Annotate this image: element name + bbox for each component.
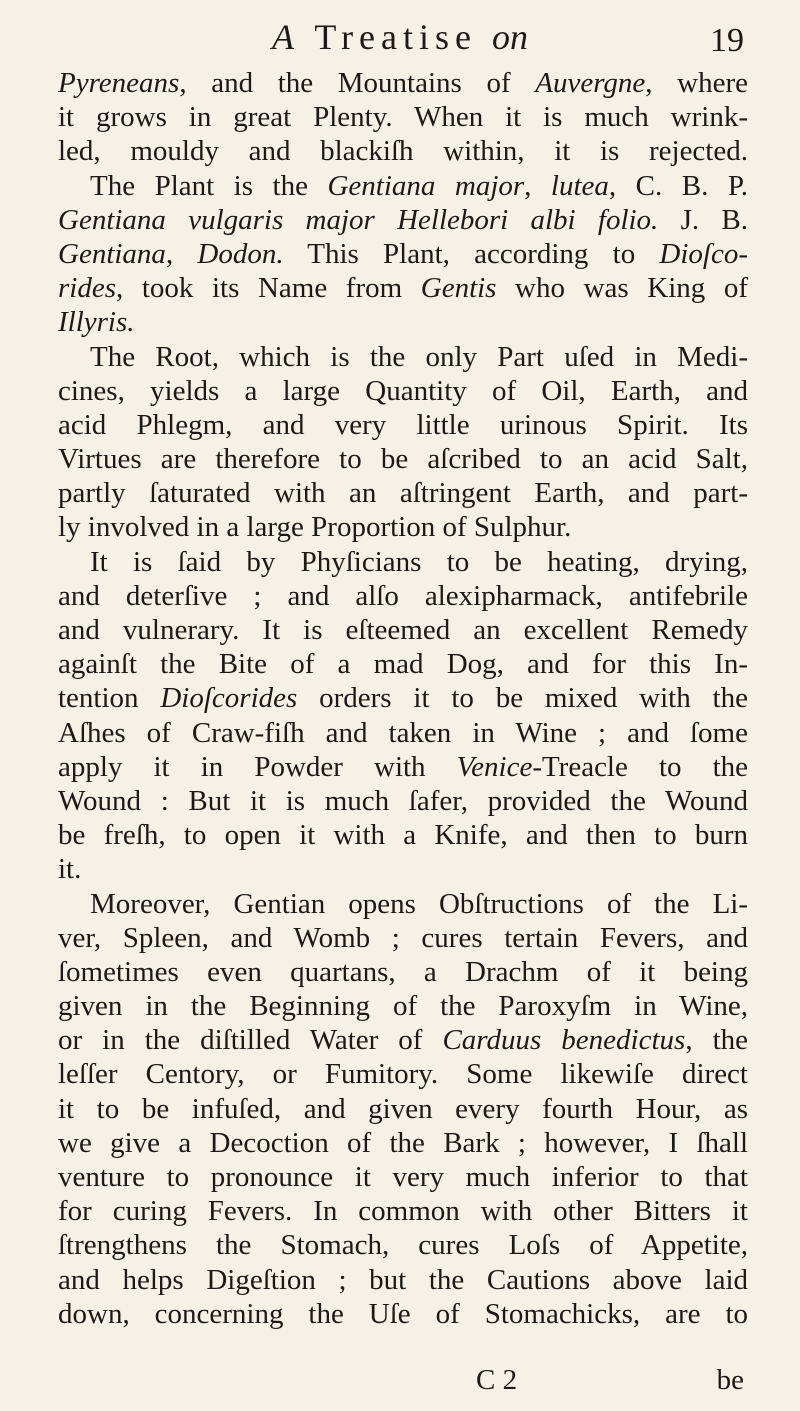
text-run: led, mouldy and blackiſh within, it is rejected.: [58, 135, 748, 168]
text-line: [58, 887, 748, 921]
text-line: [58, 818, 748, 852]
text-run: Virtues are therefore to be aſcribed to an acid Salt,: [58, 443, 748, 476]
italic-text: Auvergne: [535, 67, 646, 99]
text-line: [58, 66, 748, 100]
text-run: -Treacle to the: [532, 750, 748, 783]
text-line: [58, 1126, 748, 1160]
text-run: partly ſaturated with an aſtringent Earth, and part-: [58, 477, 748, 510]
text-run: who was King of: [496, 272, 749, 305]
text-line: [58, 852, 748, 886]
page-number: 19: [710, 22, 744, 59]
italic-text: Gentiana: [58, 237, 166, 270]
text-line: [58, 1160, 748, 1194]
text-line: [58, 476, 748, 510]
running-head-preposition: on: [492, 17, 529, 57]
signature-mark: C 2: [476, 1364, 518, 1396]
text-line: [58, 100, 748, 134]
italic-text: Gentis: [420, 272, 497, 305]
text-line: [58, 442, 748, 476]
text-line: [58, 1057, 748, 1091]
body-text: [58, 66, 748, 1331]
italic-text: Carduus benedictus: [442, 1024, 686, 1057]
text-line: [58, 647, 748, 681]
text-line: [58, 271, 748, 305]
text-run: venture to pronounce it very much inferior to that: [58, 1161, 748, 1193]
running-head-title: Treatise: [314, 17, 478, 57]
text-line: [58, 955, 748, 989]
running-head-article: A: [271, 17, 300, 57]
italic-text: Dioſco-: [659, 237, 748, 270]
text-line: [58, 169, 748, 203]
text-run: and vulnerary. It is eſteemed an excellent Remedy: [58, 614, 748, 646]
text-line: [58, 340, 748, 374]
page-header: [0, 10, 800, 62]
text-line: [58, 203, 748, 237]
text-line: [58, 374, 748, 408]
text-run: The Plant is the: [90, 169, 328, 202]
text-run: it to be infuſed, and given every fourth Hour, as: [58, 1092, 748, 1125]
text-run: , took its Name from: [116, 272, 421, 305]
italic-text: Pyreneans: [58, 67, 180, 99]
italic-text: Gentiana vulgaris major Hellebori albi folio.: [58, 203, 659, 236]
catchword: be: [716, 1364, 744, 1396]
text-run: it grows in great Plenty. When it is much wrink-: [58, 101, 748, 134]
text-run: for curing Fevers. In common with other Bitters it: [58, 1195, 748, 1228]
text-run: Wound : But it is much ſafer, provided the Wound: [58, 784, 748, 817]
text-line: [58, 134, 748, 168]
text-run: ſometimes even quartans, a Drachm of it being: [58, 955, 748, 988]
text-run: given in the Beginning of the Paroxyſm in Wine,: [58, 990, 748, 1023]
page-footer: [58, 1364, 748, 1398]
text-line: [58, 784, 748, 818]
text-line: [58, 545, 748, 579]
text-run: , C. B. P.: [608, 169, 749, 202]
italic-text: rides: [58, 272, 116, 305]
text-run: Moreover, Gentian opens Obſtructions of the Li-: [90, 887, 748, 920]
text-line: [58, 510, 748, 544]
italic-text: Dioſcorides: [160, 682, 298, 715]
text-run: we give a Decoction of the Bark ; however, I ſhall: [58, 1126, 748, 1159]
text-run: The Root, which is the only Part uſed in Medi-: [90, 340, 748, 373]
text-line: [58, 1228, 748, 1262]
text-line: [58, 1194, 748, 1228]
text-line: [58, 237, 748, 271]
text-run: be freſh, to open it with a Knife, and then to burn: [58, 819, 748, 852]
text-line: [58, 408, 748, 442]
text-run: down, concerning the Uſe of Stomachicks, are to: [58, 1297, 748, 1330]
text-run: againſt the Bite of a mad Dog, and for this In-: [58, 648, 748, 681]
text-run: ,: [165, 237, 198, 270]
text-line: [58, 1297, 748, 1331]
text-run: orders it to be mixed with the: [297, 682, 748, 715]
text-run: acid Phlegm, and very little urinous Spirit. Its: [58, 408, 748, 441]
text-line: [58, 681, 748, 715]
text-run: , where: [645, 67, 749, 99]
text-line: [58, 750, 748, 784]
text-run: and deterſive ; and alſo alexipharmack, antifebrile: [58, 579, 748, 612]
text-run: Aſhes of Craw-fiſh and taken in Wine ; and ſome: [58, 716, 748, 749]
text-run: and helps Digeſtion ; but the Cautions above laid: [58, 1263, 748, 1296]
text-line: [58, 921, 748, 955]
text-line: [58, 305, 748, 339]
text-run: J. B.: [658, 203, 748, 236]
text-run: ſtrengthens the Stomach, cures Loſs of Appetite,: [58, 1229, 748, 1262]
text-line: [58, 1092, 748, 1126]
text-run: leſſer Centory, or Fumitory. Some likewiſe direct: [58, 1058, 748, 1091]
text-run: ,: [524, 169, 551, 202]
text-run: ver, Spleen, and Womb ; cures tertain Fevers, and: [58, 921, 748, 954]
text-line: [58, 1263, 748, 1297]
text-run: ly involved in a large Proportion of Sulphur.: [58, 511, 572, 544]
text-run: it.: [58, 853, 82, 886]
text-run: apply it in Powder with: [58, 750, 457, 783]
text-line: [58, 579, 748, 613]
text-line: [58, 716, 748, 750]
text-run: or in the diſtilled Water of: [58, 1024, 443, 1057]
italic-text: Gentiana major: [327, 169, 525, 202]
text-run: , the: [685, 1024, 749, 1057]
text-run: cines, yields a large Quantity of Oil, Earth, and: [58, 374, 748, 407]
text-line: [58, 613, 748, 647]
text-run: It is ſaid by Phyſicians to be heating, drying,: [90, 545, 748, 578]
italic-text: Dodon.: [197, 237, 284, 270]
running-head: [0, 16, 800, 58]
text-line: [58, 1023, 748, 1057]
text-run: tention: [58, 682, 161, 715]
text-line: [58, 989, 748, 1023]
text-run: This Plant, according to: [283, 237, 660, 270]
italic-text: lutea: [550, 169, 609, 202]
italic-text: Venice: [456, 750, 533, 783]
text-run: , and the Mountains of: [179, 67, 536, 99]
italic-text: Illyris.: [58, 306, 135, 339]
